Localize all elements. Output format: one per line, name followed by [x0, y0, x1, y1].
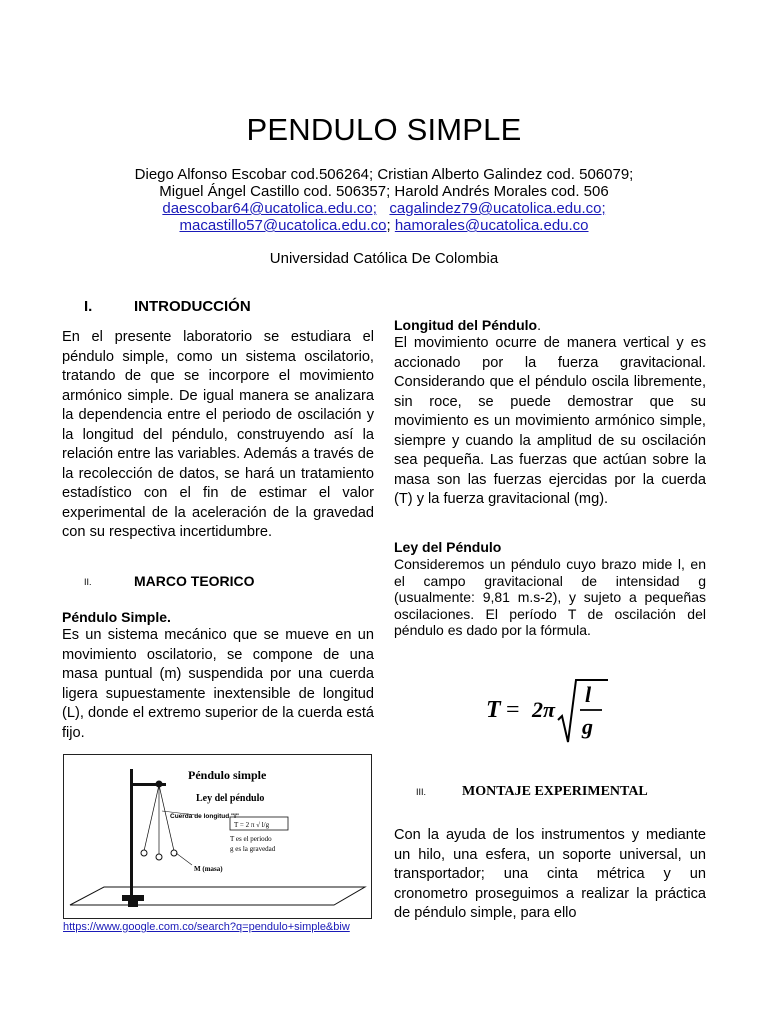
section-marco-heading — [84, 573, 255, 589]
figure-cord-label: Cuerda de longitud "l" — [170, 813, 239, 820]
formula-lhs: T — [486, 697, 501, 723]
subsection-title: Longitud del Péndulo. — [394, 317, 541, 333]
figure-note-1: T es el periodo — [230, 835, 272, 843]
affiliation: Universidad Católica De Colombia — [269, 250, 499, 267]
email-link-morales[interactable]: hamorales@ucatolica.edu.co — [394, 217, 589, 234]
figure-source-link[interactable]: https://www.google.com.co/search?q=pendulo+simple&biw — [63, 921, 350, 933]
section-number: III. — [416, 787, 427, 797]
section-intro-heading — [84, 298, 251, 315]
section-montaje-heading — [416, 782, 648, 800]
section-title: INTRODUCCIÓN — [134, 298, 251, 315]
emails-line-2 — [0, 217, 768, 234]
email-link-galindez[interactable]: cagalindez79@ucatolica.edu.co; — [389, 200, 606, 217]
figure-subtitle: Ley del péndulo — [196, 793, 265, 804]
pendulo-simple-block — [62, 608, 374, 743]
section-title: MARCO TEORICO — [134, 573, 255, 589]
intro-paragraph: En el presente laboratorio se estudiara el péndulo simple, como un sistema oscilatorio, tratando de que se incorpore el movimiento armónico simple. De igual manera se analizara la dependencia entre el periodo de oscilación y la longitud del péndulo, construyendo así la relación entre las variables. Además a través de la recolección de datos, se hará un tratamiento estadístico con el fin de estimar el valor experimental de la aceleración de la gravedad con su respectiva incertidumbre. — [62, 329, 374, 540]
figure-title: Péndulo simple — [188, 768, 267, 782]
longitud-block — [394, 316, 706, 510]
montaje-paragraph: Con la ayuda de los instrumentos y mediante un hilo, una esfera, un soporte universal, un transportador; una cinta métrica y un cronometro proseguimos a realizar la práctica de péndulo simple, para ello — [394, 827, 706, 921]
subsection-title: Ley del Péndulo — [394, 539, 502, 555]
period-formula — [486, 672, 616, 750]
formula-coefficient: 2π — [532, 697, 556, 722]
section-number: II. — [84, 577, 92, 588]
figure-mass-label: M (masa) — [194, 865, 223, 873]
platform-shape — [70, 887, 365, 905]
authors-line-2: Miguel Ángel Castillo cod. 506357; Harold Andrés Morales cod. 506 — [159, 183, 609, 200]
email-link-castillo[interactable]: macastillo57@ucatolica.edu.co — [179, 217, 387, 234]
stand-pole — [130, 769, 133, 897]
emails-line-1 — [0, 200, 768, 217]
pendulo-simple-paragraph: Es un sistema mecánico que se mueve en un movimiento oscilatorio, se compone de una masa puntual (m) suspendida por una cuerda ligera supuestamente inextensible de longitud (L), donde el extremo superior de la cuerda está fijo. — [62, 627, 374, 741]
figure-note-2: g es la gravedad — [230, 845, 276, 853]
pendulum-figure — [63, 754, 372, 919]
section-title: MONTAJE EXPERIMENTAL — [462, 784, 648, 799]
formula-numerator: l — [585, 682, 592, 707]
longitud-paragraph: El movimiento ocurre de manera vertical y es accionado por la fuerza gravitacional. Considerando que el péndulo oscila libremente, sin roce, se puede demostrar que su movimiento es un movimiento armónico simple, siempre y cuando la amplitud de su oscilación sea pequeña. Las fuerzas que actúan sobre la masa son las fuerzas ejercidas por la cuerda (T) y la fuerza gravitacional (mg). — [394, 335, 706, 507]
formula-denominator: g — [582, 714, 593, 739]
page-title: PENDULO SIMPLE — [246, 112, 522, 147]
figure-box-formula: T = 2 π √ l/g — [234, 821, 270, 829]
email-separator: ; — [386, 217, 391, 234]
subsection-title: Péndulo Simple. — [62, 609, 171, 625]
email-link-escobar[interactable]: daescobar64@ucatolica.edu.co; — [162, 200, 377, 217]
authors-line-1: Diego Alfonso Escobar cod.506264; Cristian Alberto Galindez cod. 506079; — [134, 166, 634, 183]
pendulum-diagram — [64, 755, 371, 918]
ley-block — [394, 538, 706, 639]
section-number: I. — [84, 298, 93, 315]
ley-paragraph: Consideremos un péndulo cuyo brazo mide l, en el campo gravitacional de intensidad g (usualmente: 9,81 m.s-2), y sujeto a pequeñas oscilaciones. El período T de oscilación del péndulo es dado por la fórmula. — [394, 556, 706, 638]
formula-equals: = — [506, 697, 520, 723]
